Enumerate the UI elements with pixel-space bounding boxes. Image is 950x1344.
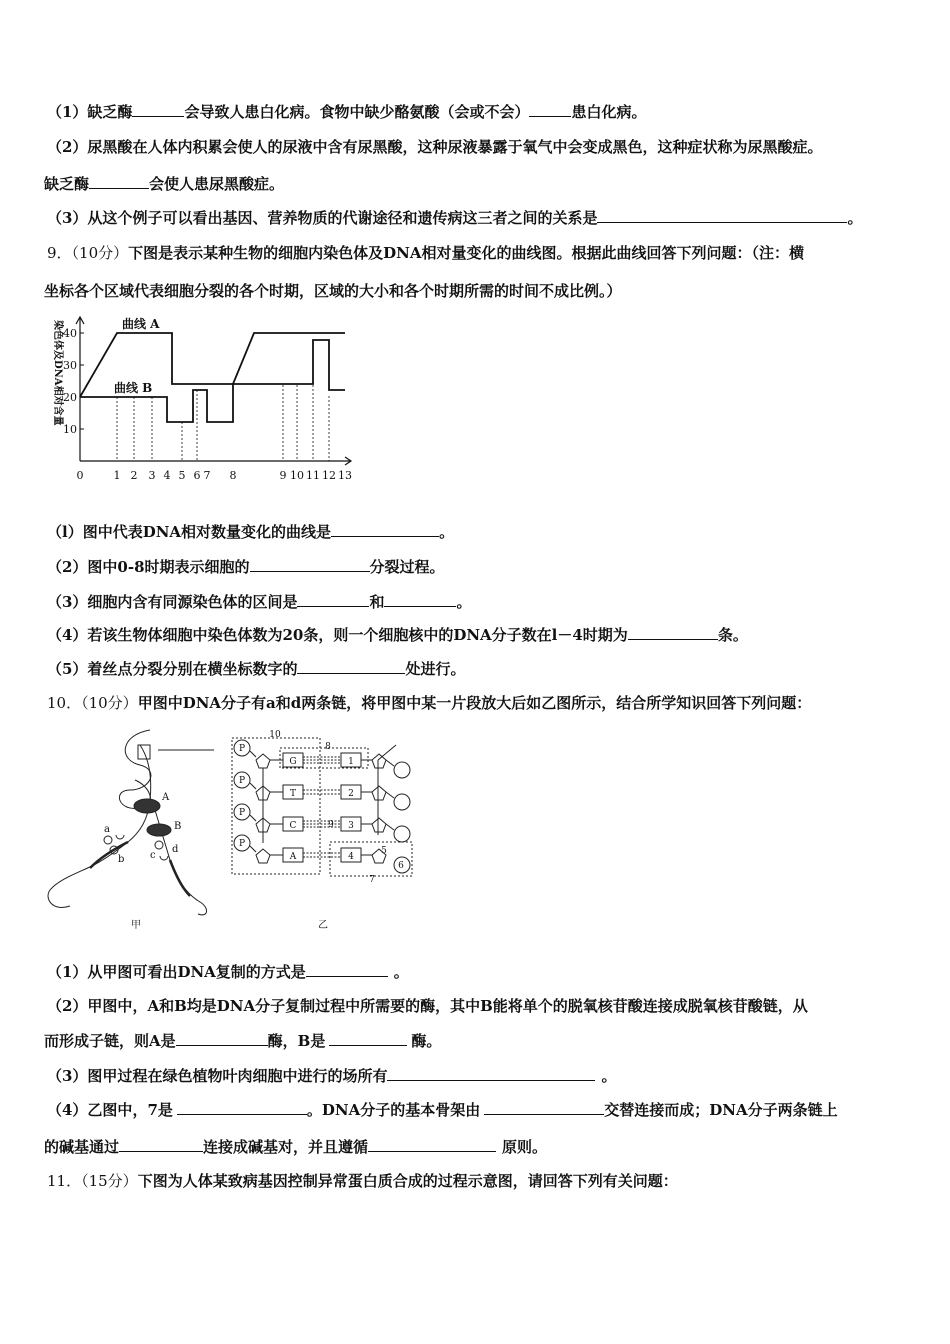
answer-blank[interactable] [250, 557, 370, 572]
q9-item-3 [47, 592, 471, 612]
answer-blank[interactable] [628, 625, 718, 640]
x-tick-label: 7 [203, 469, 211, 482]
q10-1-text-b: 。 [393, 963, 409, 981]
q8-2-text-c: 会使人患尿黑酸症。 [149, 175, 285, 193]
structure-number: 5 [381, 846, 387, 856]
q8-3-text-a: （3）从这个例子可以看出基因、营养物质的代谢途径和遗传病这三者之间的关系是 [47, 209, 598, 227]
q10-4-text-c: 交替连接而成；DNA分子两条链上 [604, 1101, 838, 1119]
x-tick-label: 13 [338, 469, 352, 482]
q9-2-text-b: 分裂过程。 [369, 558, 445, 576]
q10-item-1 [47, 962, 409, 982]
q10-stem-text: 甲图中DNA分子有a和d两条链，将甲图中某一片段放大后如乙图所示，结合所学知识回答下列问题： [137, 694, 812, 712]
q10-item-2-cont [44, 1031, 441, 1051]
structure-number: 8 [325, 742, 331, 752]
q10-4-text-b: 。DNA分子的基本骨架由 [306, 1101, 481, 1119]
phosphate-label: P [238, 808, 246, 818]
structure-number: 2 [348, 789, 354, 799]
curve-b-label: 曲线 B [114, 381, 153, 395]
q8-3-text-b: 。 [847, 209, 863, 227]
answer-blank[interactable] [297, 592, 369, 607]
structure-number: 1 [348, 757, 354, 767]
q9-stem-cont [44, 281, 622, 301]
q9-3-text-a: （3）细胞内含有同源染色体的区间是 [47, 593, 298, 611]
q9-item-2 [47, 557, 445, 577]
q8-item-3 [47, 208, 862, 228]
q9-stem-text-2: 坐标各个区域代表细胞分裂的各个时期，区域的大小和各个时期所需的时间不成比例。） [44, 282, 622, 300]
y-tick-label-20: 20 [63, 391, 77, 404]
answer-blank[interactable] [597, 208, 847, 223]
question-number: 10． [47, 694, 82, 712]
structure-number: 9 [328, 820, 334, 830]
q8-item-1 [47, 102, 646, 122]
q10-figure [44, 722, 424, 932]
q10-2-text-a: （2）甲图中，A和B均是DNA分子复制过程中所需要的酶，其中B能将单个的脱氧核苷酸连接成脱氧核苷酸链，从 [47, 997, 808, 1015]
x-tick-label: 1 [113, 469, 121, 482]
enzyme-a-label: A [162, 792, 170, 803]
q10-4-text-a: （4）乙图中，7是 [47, 1101, 173, 1119]
x-tick-label: 4 [163, 469, 171, 482]
strand-b-label: b [118, 854, 125, 865]
x-tick-label: 11 [306, 469, 320, 482]
q9-stem-text-1: 下图是表示某种生物的细胞内染色体及DNA相对量变化的曲线图。根据此曲线回答下列问题：（注：横 [128, 244, 805, 262]
x-tick-label: 3 [148, 469, 156, 482]
strand-c-label: c [150, 850, 156, 861]
answer-blank[interactable] [132, 102, 184, 117]
phosphate-label: P [238, 776, 246, 786]
q9-item-1 [47, 522, 454, 542]
answer-blank[interactable] [331, 522, 439, 537]
answer-blank[interactable] [387, 1066, 595, 1081]
answer-blank[interactable] [384, 592, 456, 607]
q8-2-text-a: （2）尿黑酸在人体内积累会使人的尿液中含有尿黑酸，这种尿液暴露于氧气中会变成黑色，这种症状称为尿黑酸症。 [47, 138, 823, 156]
figure-jia-caption: 甲 [131, 920, 141, 931]
q10-2-text-c: 酶，B是 [267, 1032, 326, 1050]
q8-item-2-cont [44, 174, 284, 194]
q10-4-text-f: 原则。 [502, 1138, 548, 1156]
q8-1-text-a: （1）缺乏酶 [47, 103, 133, 121]
structure-number: 10 [269, 730, 281, 740]
x-tick-label: 8 [229, 469, 237, 482]
x-tick-label: 9 [279, 469, 287, 482]
q11-stem-text: 下图为人体某致病基因控制异常蛋白质合成的过程示意图，请回答下列有关问题： [137, 1172, 678, 1190]
q8-2-text-b: 缺乏酶 [44, 175, 90, 193]
y-tick-label-40: 40 [63, 327, 77, 340]
base-a-label: A [289, 852, 297, 862]
q10-item-3 [47, 1066, 616, 1086]
q8-item-2 [47, 137, 822, 157]
base-t-label: T [289, 789, 297, 799]
q9-5-text-b: 处进行。 [405, 660, 466, 678]
answer-blank[interactable] [89, 174, 149, 189]
q10-3-text-a: （3）图甲过程在绿色植物叶肉细胞中进行的场所有 [47, 1067, 388, 1085]
q9-item-5 [47, 659, 465, 679]
q10-item-2 [47, 996, 808, 1016]
answer-blank[interactable] [329, 1031, 407, 1046]
q9-3-text-c: 。 [456, 593, 472, 611]
q10-2-text-d: 酶。 [411, 1032, 442, 1050]
q9-2-text-a: （2）图中0-8时期表示细胞的 [47, 558, 250, 576]
q10-item-4-cont [44, 1137, 547, 1157]
q9-item-4 [47, 625, 748, 645]
q11-stem [47, 1171, 678, 1191]
strand-a-label: a [104, 824, 110, 835]
structure-number: 6 [398, 861, 404, 871]
q10-4-text-d: 的碱基通过 [44, 1138, 120, 1156]
answer-blank[interactable] [368, 1137, 496, 1152]
q9-4-text-b: 条。 [717, 626, 748, 644]
x-tick-label: 10 [290, 469, 304, 482]
y-axis-label: 染色体及DNA相对含量 [52, 320, 63, 426]
structure-number: 7 [369, 875, 375, 885]
q9-1-text-a: （l）图中代表DNA相对数量变化的曲线是 [47, 523, 332, 541]
structure-number: 4 [348, 852, 354, 862]
figure-jia [48, 730, 214, 915]
question-score: （10分） [81, 694, 138, 712]
q9-3-text-b: 和 [369, 593, 385, 611]
q9-chart [44, 308, 364, 486]
phosphate-label: P [238, 839, 246, 849]
phosphate-label: P [238, 744, 246, 754]
answer-blank[interactable] [297, 659, 405, 674]
answer-blank[interactable] [529, 102, 571, 117]
q9-1-text-b: 。 [439, 523, 455, 541]
answer-blank[interactable] [119, 1137, 203, 1152]
structure-number: 3 [348, 821, 354, 831]
question-score: （10分） [71, 244, 129, 262]
q10-2-text-b: 而形成子链，则A是 [44, 1032, 176, 1050]
q10-1-text-a: （1）从甲图可看出DNA复制的方式是 [47, 963, 306, 981]
answer-blank[interactable] [177, 1100, 307, 1115]
x-tick-label: 12 [322, 469, 336, 482]
q8-1-text-c: 患白化病。 [571, 103, 647, 121]
x-tick-labels [77, 469, 353, 482]
q10-stem [47, 693, 811, 713]
q10-4-text-e: 连接成碱基对，并且遵循 [203, 1138, 369, 1156]
q10-item-4 [47, 1100, 838, 1120]
y-tick-label-30: 30 [63, 359, 77, 372]
answer-blank[interactable] [484, 1100, 604, 1115]
enzyme-b-label: B [174, 821, 182, 832]
x-tick-label: 6 [193, 469, 201, 482]
figure-yi-caption: 乙 [318, 920, 328, 931]
question-number: 11． [47, 1172, 82, 1190]
question-score: （15分） [81, 1172, 138, 1190]
question-number: 9． [47, 244, 72, 262]
strand-d-label: d [172, 844, 179, 855]
q9-4-text-a: （4）若该生物体细胞中染色体数为20条，则一个细胞核中的DNA分子数在l－4时期为 [47, 626, 628, 644]
y-tick-label-10: 10 [63, 423, 77, 436]
q8-1-text-b: 会导致人患白化病。食物中缺少酪氨酸（会或不会） [184, 103, 530, 121]
x-tick-label: 0 [76, 469, 84, 482]
x-tick-label: 2 [130, 469, 138, 482]
base-g-label: G [289, 757, 297, 767]
answer-blank[interactable] [176, 1031, 268, 1046]
q10-3-text-b: 。 [601, 1067, 617, 1085]
x-tick-label: 5 [178, 469, 186, 482]
base-c-label: C [289, 821, 297, 831]
q9-5-text-a: （5）着丝点分裂分别在横坐标数字的 [47, 660, 298, 678]
curve-a-label: 曲线 A [122, 317, 160, 331]
answer-blank[interactable] [306, 962, 388, 977]
q9-stem [47, 243, 804, 263]
